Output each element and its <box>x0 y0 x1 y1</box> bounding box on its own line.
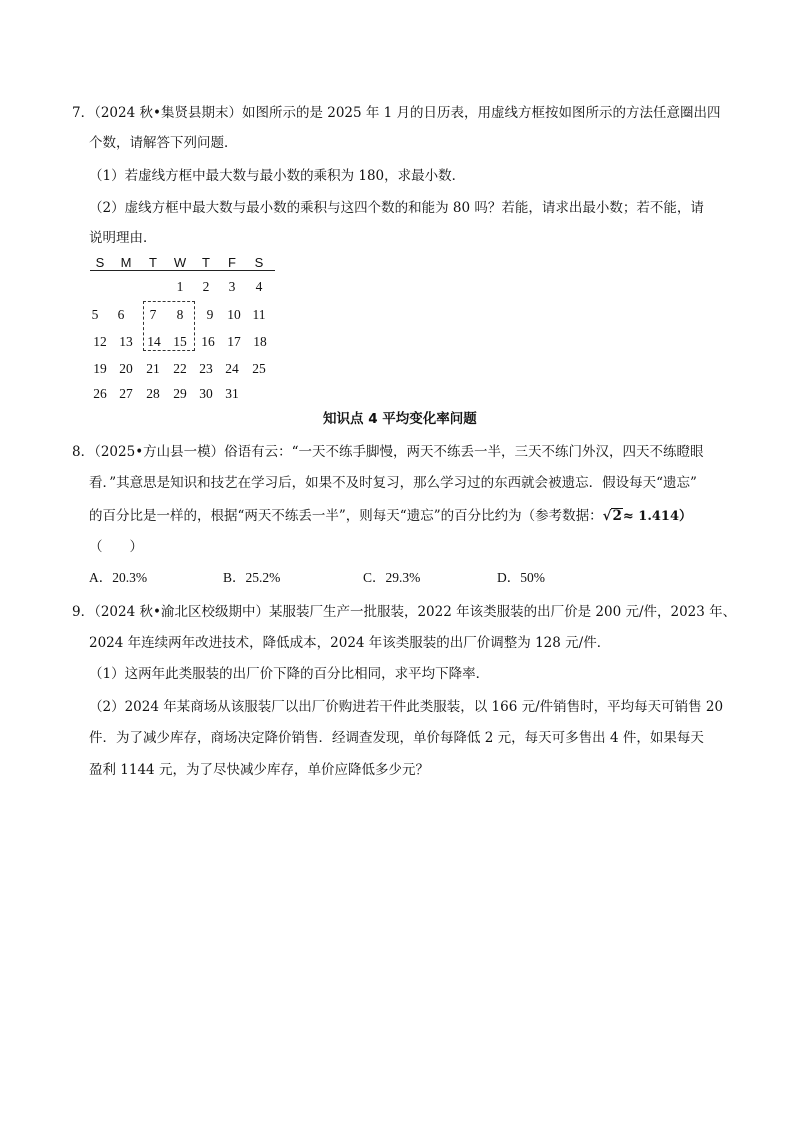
calendar-day: 24 <box>225 361 239 376</box>
q8-line3 <box>89 506 692 527</box>
q9-part2-line2: 件．为了减少库存，商场决定降价销售．经调查发现，单价每降低 2 元，每天可多售出 4 件，如果每天 <box>89 730 704 746</box>
calendar-day: 4 <box>255 279 263 294</box>
calendar-header-cell: F <box>228 255 236 270</box>
calendar-day: 28 <box>146 386 160 401</box>
sqrt-expression: √2 <box>602 508 622 524</box>
sqrt-radicand: 2 <box>612 508 622 524</box>
calendar-day: 18 <box>253 334 267 349</box>
calendar-day: 19 <box>93 361 107 376</box>
calendar-day: 11 <box>252 307 266 322</box>
section-title: 知识点 4 平均变化率问题 <box>323 411 477 427</box>
q8-option-a: A．20.3% <box>89 570 148 585</box>
calendar-header-cell: S <box>254 255 264 270</box>
calendar-day: 20 <box>119 361 133 376</box>
q9-part2-line1: （2）2024 年某商场从该服装厂以出厂价购进若干件此类服装，以 166 元/件销售时，平均每天可销售 20 <box>89 699 724 715</box>
calendar-header-cell: W <box>173 255 187 270</box>
q8-option-b: B．25.2% <box>223 570 281 585</box>
calendar-day: 23 <box>199 361 213 376</box>
q7-part2-line2: 说明理由． <box>89 230 157 246</box>
calendar-day: 13 <box>119 334 133 349</box>
calendar-day: 7 <box>149 307 157 322</box>
calendar-day: 9 <box>206 307 214 322</box>
calendar-header-rule <box>90 270 275 271</box>
calendar-day: 8 <box>176 307 184 322</box>
q8-answer-blank: （ ） <box>89 539 143 555</box>
calendar-day: 14 <box>147 334 161 349</box>
calendar-day: 22 <box>173 361 187 376</box>
q8-line3-text: 的百分比是一样的，根据“两天不练丢一半”，则每天“遗忘”的百分比约为（参考数据： <box>89 508 603 524</box>
q8-line1: 8．（2025•方山县一模）俗语有云：“一天不练手脚慢，两天不练丢一半，三天不练门外汉，四天不练瞪眼 <box>72 444 704 460</box>
calendar-day: 21 <box>146 361 160 376</box>
calendar-day: 29 <box>173 386 187 401</box>
q9-part2-line3: 盈利 1144 元，为了尽快减少库存，单价应降低多少元？ <box>89 762 429 778</box>
q9-line2: 2024 年连续两年改进技术，降低成本，2024 年该类服装的出厂价调整为 128 元/件． <box>89 635 611 651</box>
sqrt-approx: ≈ 1.414） <box>622 509 693 524</box>
q8-option-d: D．50% <box>497 570 545 585</box>
calendar-day: 17 <box>227 334 241 349</box>
q7-line1: 7．（2024 秋•集贤县期末）如图所示的是 2025 年 1 月的日历表，用虚线方框按如图所示的方法任意圈出四 <box>72 105 721 121</box>
calendar-day: 30 <box>199 386 213 401</box>
calendar-day: 31 <box>225 386 239 401</box>
calendar-day: 2 <box>202 279 210 294</box>
q7-line2: 个数，请解答下列问题． <box>89 135 238 151</box>
calendar-day: 25 <box>252 361 266 376</box>
calendar-day: 15 <box>173 334 187 349</box>
calendar-day: 27 <box>119 386 133 401</box>
q9-line1: 9．（2024 秋•渝北区校级期中）某服装厂生产一批服装，2022 年该类服装的出厂价是 200 元/件，2023 年、 <box>72 604 737 620</box>
calendar-day: 3 <box>228 279 236 294</box>
q7-part2-line1: （2）虚线方框中最大数与最小数的乘积与这四个数的和能为 80 吗？若能，请求出最小数；若不能，请 <box>89 200 704 216</box>
calendar-header-cell: S <box>95 255 105 270</box>
calendar-header-cell: T <box>149 255 157 270</box>
calendar-dashed-box <box>143 301 195 351</box>
q8-option-c: C．29.3% <box>363 570 421 585</box>
calendar-day: 26 <box>93 386 107 401</box>
calendar-day: 10 <box>227 307 241 322</box>
calendar-day: 5 <box>91 307 99 322</box>
q9-part1: （1）这两年此类服装的出厂价下降的百分比相同，求平均下降率． <box>89 666 490 682</box>
calendar-day: 1 <box>176 279 184 294</box>
q8-line2: 看．”其意思是知识和技艺在学习后，如果不及时复习，那么学习过的东西就会被遗忘．假设每天“遗忘” <box>89 475 697 491</box>
calendar-day: 12 <box>93 334 107 349</box>
calendar-day: 6 <box>117 307 125 322</box>
q7-part1: （1）若虚线方框中最大数与最小数的乘积为 180，求最小数． <box>89 168 466 184</box>
calendar-header-cell: T <box>202 255 210 270</box>
calendar-day: 16 <box>201 334 215 349</box>
calendar-header-cell: M <box>120 255 132 270</box>
